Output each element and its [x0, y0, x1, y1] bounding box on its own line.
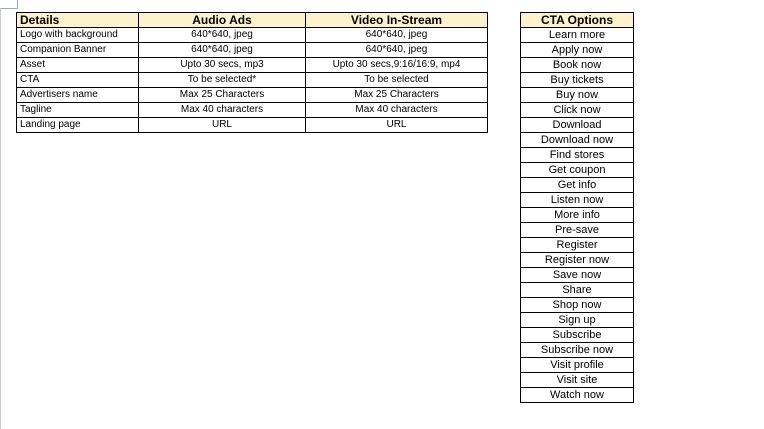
table-row [17, 118, 488, 133]
cell-audio-tagline[interactable]: Max 40 characters [139, 103, 306, 118]
table-row [17, 103, 488, 118]
cta-option-cell[interactable]: Visit profile [521, 358, 634, 373]
cell-audio-landing-page[interactable]: URL [139, 118, 306, 133]
list-item [521, 73, 634, 88]
list-item [521, 178, 634, 193]
header-video-in-stream[interactable]: Video In-Stream [306, 13, 488, 28]
cta-option-cell[interactable]: Download [521, 118, 634, 133]
cta-option-cell[interactable]: Listen now [521, 193, 634, 208]
table-row [17, 88, 488, 103]
cta-header-row [521, 13, 634, 28]
cta-option-cell[interactable]: Register now [521, 253, 634, 268]
cell-video-companion-banner[interactable]: 640*640, jpeg [306, 43, 488, 58]
cta-option-cell[interactable]: Get coupon [521, 163, 634, 178]
list-item [521, 313, 634, 328]
cta-option-cell[interactable]: Apply now [521, 43, 634, 58]
row-label-companion-banner[interactable]: Companion Banner [17, 43, 139, 58]
cta-option-cell[interactable]: Click now [521, 103, 634, 118]
list-item [521, 208, 634, 223]
list-item [521, 328, 634, 343]
table-row [17, 73, 488, 88]
cell-audio-cta[interactable]: To be selected* [139, 73, 306, 88]
cta-option-cell[interactable]: Subscribe now [521, 343, 634, 358]
list-item [521, 268, 634, 283]
cta-option-cell[interactable]: Subscribe [521, 328, 634, 343]
cell-audio-companion-banner[interactable]: 640*640, jpeg [139, 43, 306, 58]
cta-option-cell[interactable]: Download now [521, 133, 634, 148]
row-label-cta[interactable]: CTA [17, 73, 139, 88]
list-item [521, 253, 634, 268]
cta-option-cell[interactable]: More info [521, 208, 634, 223]
cell-video-asset[interactable]: Upto 30 secs,9:16/16:9, mp4 [306, 58, 488, 73]
list-item [521, 373, 634, 388]
list-item [521, 88, 634, 103]
header-audio-ads[interactable]: Audio Ads [139, 13, 306, 28]
cell-cursor-corner [0, 0, 18, 9]
row-label-advertisers-name[interactable]: Advertisers name [17, 88, 139, 103]
list-item [521, 163, 634, 178]
cta-option-cell[interactable]: Shop now [521, 298, 634, 313]
cell-audio-asset[interactable]: Upto 30 secs, mp3 [139, 58, 306, 73]
cell-video-tagline[interactable]: Max 40 characters [306, 103, 488, 118]
list-item [521, 343, 634, 358]
row-label-landing-page[interactable]: Landing page [17, 118, 139, 133]
cell-audio-logo[interactable]: 640*640, jpeg [139, 28, 306, 43]
cta-option-cell[interactable]: Buy now [521, 88, 634, 103]
row-label-tagline[interactable]: Tagline [17, 103, 139, 118]
list-item [521, 118, 634, 133]
header-cta-options[interactable]: CTA Options [521, 13, 634, 28]
list-item [521, 298, 634, 313]
cta-option-cell[interactable]: Find stores [521, 148, 634, 163]
details-header-row [17, 13, 488, 28]
table-row [17, 58, 488, 73]
list-item [521, 283, 634, 298]
cta-option-cell[interactable]: Get info [521, 178, 634, 193]
list-item [521, 193, 634, 208]
cell-video-logo[interactable]: 640*640, jpeg [306, 28, 488, 43]
row-label-logo[interactable]: Logo with background [17, 28, 139, 43]
cta-option-cell[interactable]: Buy tickets [521, 73, 634, 88]
list-item [521, 58, 634, 73]
cell-video-landing-page[interactable]: URL [306, 118, 488, 133]
cta-option-cell[interactable]: Sign up [521, 313, 634, 328]
cta-option-cell[interactable]: Book now [521, 58, 634, 73]
table-row [17, 28, 488, 43]
cta-option-cell[interactable]: Learn more [521, 28, 634, 43]
header-details[interactable]: Details [17, 13, 139, 28]
row-label-asset[interactable]: Asset [17, 58, 139, 73]
cell-audio-advertisers-name[interactable]: Max 25 Characters [139, 88, 306, 103]
list-item [521, 28, 634, 43]
list-item [521, 133, 634, 148]
list-item [521, 223, 634, 238]
cta-options-table [520, 12, 634, 403]
list-item [521, 43, 634, 58]
table-row [17, 43, 488, 58]
list-item [521, 238, 634, 253]
cta-option-cell[interactable]: Register [521, 238, 634, 253]
details-table [16, 12, 488, 133]
cell-video-advertisers-name[interactable]: Max 25 Characters [306, 88, 488, 103]
left-margin-line [0, 8, 1, 429]
cta-option-cell[interactable]: Watch now [521, 388, 634, 403]
list-item [521, 148, 634, 163]
cta-option-cell[interactable]: Save now [521, 268, 634, 283]
list-item [521, 388, 634, 403]
list-item [521, 358, 634, 373]
cta-option-cell[interactable]: Share [521, 283, 634, 298]
cta-option-cell[interactable]: Visit site [521, 373, 634, 388]
cell-video-cta[interactable]: To be selected [306, 73, 488, 88]
cta-option-cell[interactable]: Pre-save [521, 223, 634, 238]
list-item [521, 103, 634, 118]
